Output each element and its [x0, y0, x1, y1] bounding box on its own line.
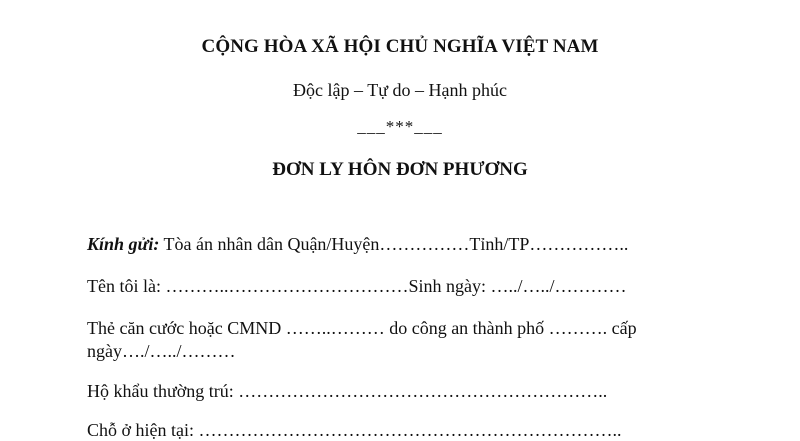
applicant-name-line: Tên tôi là: ………..…………………………Sinh ngày: …../…../………… — [87, 276, 627, 296]
national-name-heading: CỘNG HÒA XÃ HỘI CHỦ NGHĨA VIỆT NAM — [201, 36, 599, 57]
id-card-line: Thẻ căn cước hoặc CMND ……..……… do công an thành phố ………. cấp — [87, 318, 637, 338]
id-card-issue-date-line: ngày…./…../……… — [87, 341, 236, 361]
current-address-line: Chỗ ở hiện tại: …………………………………………………………….. — [87, 420, 622, 440]
heading-divider: ___***___ — [357, 117, 443, 136]
document-title: ĐƠN LY HÔN ĐƠN PHƯƠNG — [272, 159, 528, 180]
permanent-residence-line: Hộ khẩu thường trú: …………………………………………………….. — [87, 381, 608, 401]
national-motto: Độc lập – Tự do – Hạnh phúc — [293, 80, 507, 100]
addressee-text: Tòa án nhân dân Quận/Huyện……………Tỉnh/TP…………….. — [159, 234, 629, 254]
addressee-label: Kính gửi: — [87, 234, 160, 254]
addressee-line — [87, 234, 628, 255]
